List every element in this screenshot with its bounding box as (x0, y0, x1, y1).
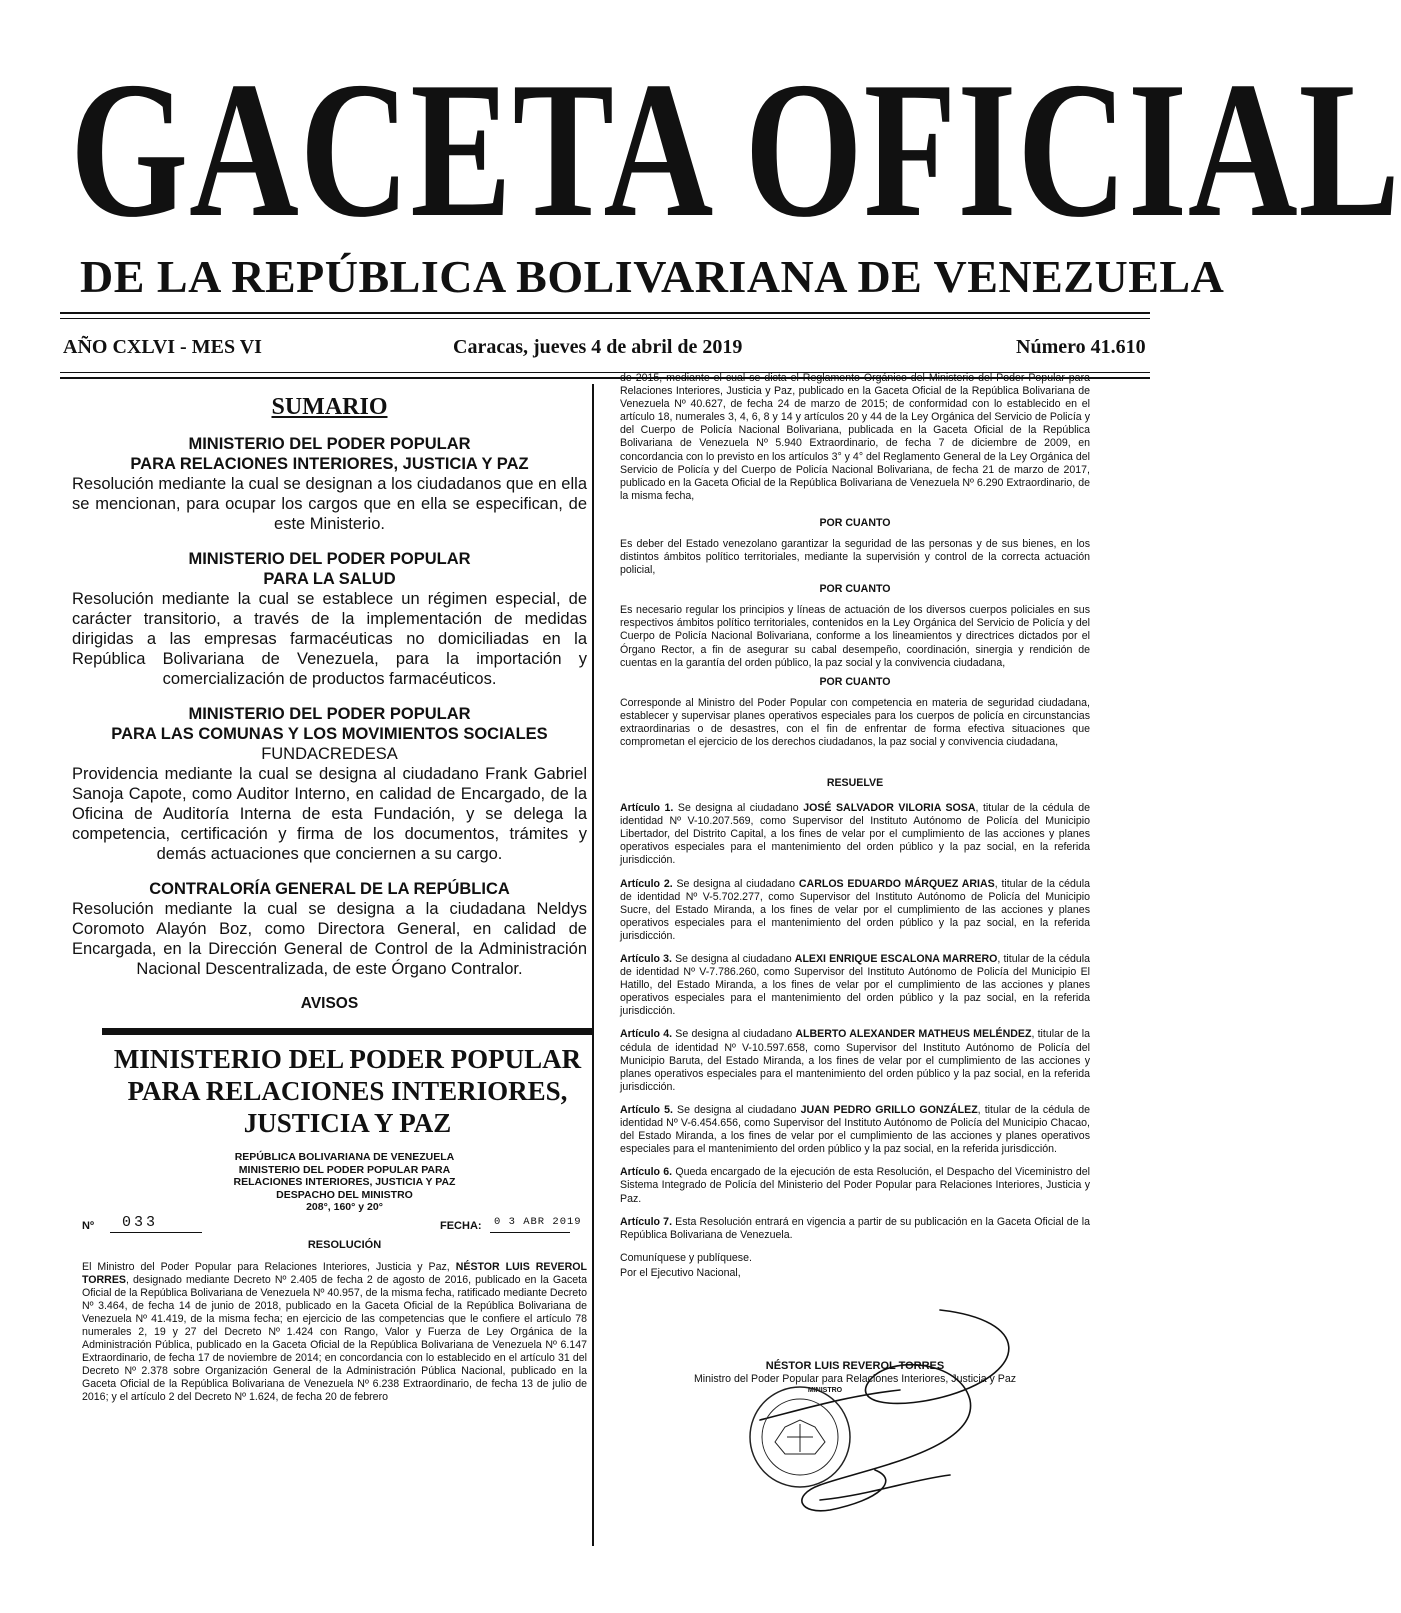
article-text: , titular de la cédula de identidad Nº V-7.786.260, como Supervisor del Instituto Autónomo de Policía del Municipio El Hatillo, del Estado Miranda, a los fines de velar por el cumplimiento de las acciones y planes operativos especiales para el mantenimiento del orden público y la paz social, en la referida jurisdicción. (620, 953, 1091, 1018)
letterhead-line: 208°, 160° y 20° (306, 1201, 383, 1213)
issue-year-month: AÑO CXLVI - MES VI (63, 336, 262, 358)
preamble-text: , designado mediante Decreto Nº 2.405 de fecha 2 de agosto de 2016, publicado en la Gaceta Oficial de la República Bolivariana de Venezuela Nº 40.957, de la misma fecha, ratificado mediante Decreto Nº 3.464, de fecha 14 de junio de 2018, publicado en la Gaceta Oficial de la República Bolivariana de Venezuela Nº 41.419, de la misma fecha; en ejercicio de las competencias que le confiere el artículo 78 numerales 2, 19 y 27 del Decreto Nº 1.424 con Rango, Valor y Fuerza de Ley Orgánica de la Administración Pública, publicado en la Gaceta Oficial de la República Bolivariana de Venezuela Nº 6.147 Extraordinario, de fecha 17 de noviembre de 2014; en concordancia con lo establecido en el artículo 31 del Decreto Nº 2.378 sobre Organización General de la Administración Pública Nacional, publicado en la Gaceta Oficial de la República Bolivariana de Venezuela Nº 6.238 Extraordinario, de fecha 13 de julio de 2016; y el artículo 2 del Decreto Nº 1.624, de fecha 20 de febrero (82, 1273, 588, 1404)
article (620, 802, 1090, 867)
resolution-number: 033 (122, 1213, 159, 1231)
article-appointee: ALBERTO ALEXANDER MATHEUS MELÉNDEZ (795, 1028, 1032, 1041)
sumario-section-heading: PARA LAS COMUNAS Y LOS MOVIMIENTOS SOCIALES (111, 725, 548, 743)
signer-name: NÉSTOR LUIS REVEROL TORRES (765, 1359, 945, 1372)
date-underline (490, 1232, 570, 1233)
sumario-section (72, 549, 587, 689)
article (620, 1216, 1090, 1242)
sumario-section (72, 879, 587, 979)
article-appointee: JUAN PEDRO GRILLO GONZÁLEZ (800, 1103, 978, 1116)
ministry-heading-line: PARA RELACIONES INTERIORES, (127, 1076, 568, 1106)
masthead-rule (60, 312, 1150, 314)
por-cuanto-paragraph: Es necesario regular los principios y líneas de actuación de los diversos cuerpos policiales en sus respectivos ámbitos político territoriales, contenidos en la Ley Orgánica del Servicio de Policía y del Cuerpo de Policía Nacional Bolivariana, conforme a los lineamientos y directrices dictados por el Órgano Rector, a fin de asegurar su cabal desempeño, coordinación, sinergia y rendición de cuentas en la garantía del orden público, la paz social y la convivencia ciudadana, (620, 604, 1090, 669)
article (620, 1104, 1090, 1156)
resolution-preamble (82, 1261, 587, 1405)
por-cuanto-heading: POR CUANTO (819, 516, 891, 529)
article (620, 878, 1090, 943)
sumario-section-entity: FUNDACREDESA (261, 745, 398, 763)
closing-formula: Por el Ejecutivo Nacional, (620, 1267, 741, 1280)
resolution-date-stamp: 0 3 ABR 2019 (494, 1215, 582, 1228)
por-cuanto-paragraph: Corresponde al Ministro del Poder Popular con competencia en materia de seguridad ciudadana, establecer y supervisar planes operativos especiales para los cuerpos de policía en circunstancias extraordinarias o de desastres, con el fin de enfrentar de forma efectiva situaciones que comprometan el ejercicio de los derechos ciudadanos, la paz social y convivencia ciudadana, (620, 696, 1090, 748)
article-text: Esta Resolución entrará en vigencia a partir de su publicación en la Gaceta Oficial de la República Bolivariana de Venezuela. (620, 1215, 1090, 1241)
minister-name: NÉSTOR LUIS REVEROL TORRES (82, 1260, 587, 1286)
ministry-heading-line: JUSTICIA Y PAZ (243, 1108, 452, 1138)
por-cuanto-heading: POR CUANTO (819, 675, 891, 688)
sumario-section-heading: PARA RELACIONES INTERIORES, JUSTICIA Y PAZ (130, 455, 529, 473)
letterhead-line: REPÚBLICA BOLIVARIANA DE VENEZUELA (234, 1151, 455, 1163)
masthead-rule (60, 318, 1150, 319)
sumario-section-heading: MINISTERIO DEL PODER POPULAR (188, 550, 471, 568)
issue-number: Número 41.610 (1016, 336, 1146, 358)
article-text: Queda encargado de la ejecución de esta Resolución, el Despacho del Viceministro del Sistema Integrado de Policía del Ministerio del Poder Popular para Relaciones Interiores, Justicia y Paz. (620, 1166, 1090, 1205)
gazette-masthead-title: GACETA OFICIAL (70, 42, 1401, 258)
article-label: Artículo 5. (620, 1103, 673, 1116)
sumario-section-heading: MINISTERIO DEL PODER POPULAR (188, 705, 471, 723)
signer-title: Ministro del Poder Popular para Relaciones Interiores, Justicia y Paz (693, 1372, 1017, 1385)
por-cuanto-heading: POR CUANTO (819, 583, 891, 596)
article (620, 953, 1090, 1018)
article-appointee: JOSÉ SALVADOR VILORIA SOSA (803, 802, 976, 815)
closing-formula: Comuníquese y publíquese. (620, 1251, 752, 1264)
ministry-heading-line: MINISTERIO DEL PODER POPULAR (113, 1044, 582, 1074)
por-cuanto-paragraph: Es deber del Estado venezolano garantizar la seguridad de las personas y de sus bienes, en los distintos ámbitos político territoriales, mediante la supervisión y control de la correcta actuación policial, (620, 537, 1090, 577)
sumario-section-body: Resolución mediante la cual se establece un régimen especial, de carácter transitorio, a través de la implementación de medidas dirigidas a las empresas farmacéuticas no domiciliadas en la República Bolivariana de Venezuela, para la importación y comercialización de productos farmacéuticos. (72, 590, 587, 688)
seal-caption: MINISTRO (807, 1386, 843, 1394)
article-text: , titular de la cédula de identidad Nº V-6.454.656, como Supervisor del Instituto Autónomo de Policía del Municipio Chacao, del Estado Miranda, a los fines de velar por el cumplimiento de las acciones y planes operativos especiales para el mantenimiento del orden público y la paz social, en la referida jurisdicción. (620, 1103, 1090, 1156)
sumario-title: SUMARIO (271, 394, 388, 420)
article-text: Se designa al ciudadano (672, 1103, 801, 1116)
right-column (620, 372, 1090, 1395)
preamble-continuation: de 2015, mediante el cual se dicta el Reglamento Orgánico del Ministerio del Poder Popular para Relaciones Interiores, Justicia y Paz, publicado en la Gaceta Oficial de la República Bolivariana de Venezuela Nº 40.627, de fecha 24 de marzo de 2015; de conformidad con lo establecido en el artículo 18, numerales 3, 4, 6, 8 y 14 y artículos 20 y 44 de la Ley Orgánica del Servicio de Policía y del Cuerpo de Policía Nacional Bolivariana, publicada en la Gaceta Oficial de la República Bolivariana de Venezuela Nº 5.940 Extraordinario, de fecha 7 de diciembre de 2009, en concordancia con lo previsto en los artículos 3° y 4° del Reglamento General de la Ley Orgánica del Servicio de Policía y del Cuerpo de Policía Nacional Bolivariana, de fecha 21 de marzo de 2017, publicado en la Gaceta Oficial de la República Bolivariana de Venezuela Nº 6.290 Extraordinario, de la misma fecha, (620, 372, 1090, 502)
article (620, 1028, 1090, 1093)
article-appointee: ALEXI ENRIQUE ESCALONA MARRERO (794, 953, 998, 965)
letterhead-line: RELACIONES INTERIORES, JUSTICIA Y PAZ (233, 1176, 456, 1188)
sumario-section-body: Resolución mediante la cual se designan a los ciudadanos que en ella se mencionan, para ocupar los cargos que en ella se especifican, de este Ministerio. (72, 475, 587, 533)
article-text: Se designa al ciudadano (673, 802, 804, 815)
article-text: , titular de la cédula de identidad Nº V-10.597.658, como Supervisor del Instituto Autónomo de Policía del Municipio Baruta, del Estado Miranda, a los fines de velar por el cumplimiento de las acciones y planes operativos especiales para el mantenimiento del orden público y la paz social, en la referida jurisdicción. (620, 1028, 1090, 1093)
article-text: , titular de la cédula de identidad Nº V-10.207.569, como Supervisor del Instituto Autónomo de Policía del Municipio Libertador, del Distrito Capital, a los fines de velar por el cumplimiento de las acciones y planes operativos especiales para el mantenimiento del orden público y la paz social, en la referida jurisdicción. (620, 802, 1090, 867)
article-label: Artículo 4. (620, 1028, 673, 1041)
resolution-number-date-row (82, 1214, 587, 1236)
letterhead-line: DESPACHO DEL MINISTRO (276, 1188, 413, 1201)
sumario-section (72, 704, 587, 864)
section-rule (102, 1028, 593, 1035)
number-underline (110, 1232, 202, 1233)
ministry-heading (102, 1043, 593, 1139)
sumario-section-heading: MINISTERIO DEL PODER POPULAR (188, 435, 471, 453)
sumario-section-heading: CONTRALORÍA GENERAL DE LA REPÚBLICA (149, 880, 510, 898)
article-label: Artículo 3. (620, 953, 672, 965)
resuelve-heading: RESUELVE (826, 777, 884, 790)
issue-place-date: Caracas, jueves 4 de abril de 2019 (453, 336, 743, 358)
sumario-section-body: Providencia mediante la cual se designa al ciudadano Frank Gabriel Sanoja Capote, como Auditor Interno, en calidad de Encargado, de la Oficina de Auditoría Interna de esta Fundación, y se delega la competencia, certificación y firma de los documentos, trámites y demás actuaciones que conciernen a su cargo. (72, 765, 587, 863)
sumario-section-heading: PARA LA SALUD (263, 570, 396, 588)
article-label: Artículo 7. (620, 1215, 673, 1228)
sumario-section-body: Resolución mediante la cual se designa a la ciudadana Neldys Coromoto Alayón Boz, como Directora General, en calidad de Encargada, en la Dirección General de Control de la Administración Nacional Descentralizada, de este Órgano Contralor. (72, 900, 587, 978)
left-column (72, 392, 587, 1405)
article-label: Artículo 6. (620, 1166, 673, 1179)
article (620, 1166, 1090, 1205)
resolution-number-label: Nº (82, 1219, 94, 1232)
article-text: Se designa al ciudadano (672, 1028, 796, 1041)
letterhead-line: MINISTERIO DEL PODER POPULAR PARA (238, 1163, 451, 1176)
resolution-letterhead (102, 1151, 587, 1214)
article-text: , titular de la cédula de identidad Nº V-5.702.277, como Supervisor del Instituto Autónomo de Policía del Municipio Sucre, del Estado Miranda, a los fines de velar por el cumplimiento de las acciones y planes operativos especiales para el mantenimiento del orden público y la paz social, en la referida jurisdicción. (620, 877, 1090, 942)
article-appointee: CARLOS EDUARDO MÁRQUEZ ARIAS (798, 877, 995, 890)
sumario-section (72, 434, 587, 534)
column-divider (592, 384, 594, 1546)
resolution-date-label: FECHA: (440, 1219, 482, 1232)
article-label: Artículo 1. (620, 802, 674, 815)
gazette-masthead-subtitle: DE LA REPÚBLICA BOLIVARIANA DE VENEZUELA (80, 251, 1225, 302)
article-label: Artículo 2. (620, 877, 673, 890)
article-text: Se designa al ciudadano (671, 953, 795, 965)
official-seal (745, 1382, 855, 1492)
avisos-heading: AVISOS (300, 995, 359, 1012)
resolution-title: RESOLUCIÓN (307, 1238, 382, 1251)
article-text: Se designa al ciudadano (672, 877, 799, 890)
preamble-text: El Ministro del Poder Popular para Relaciones Interiores, Justicia y Paz, (82, 1260, 456, 1273)
